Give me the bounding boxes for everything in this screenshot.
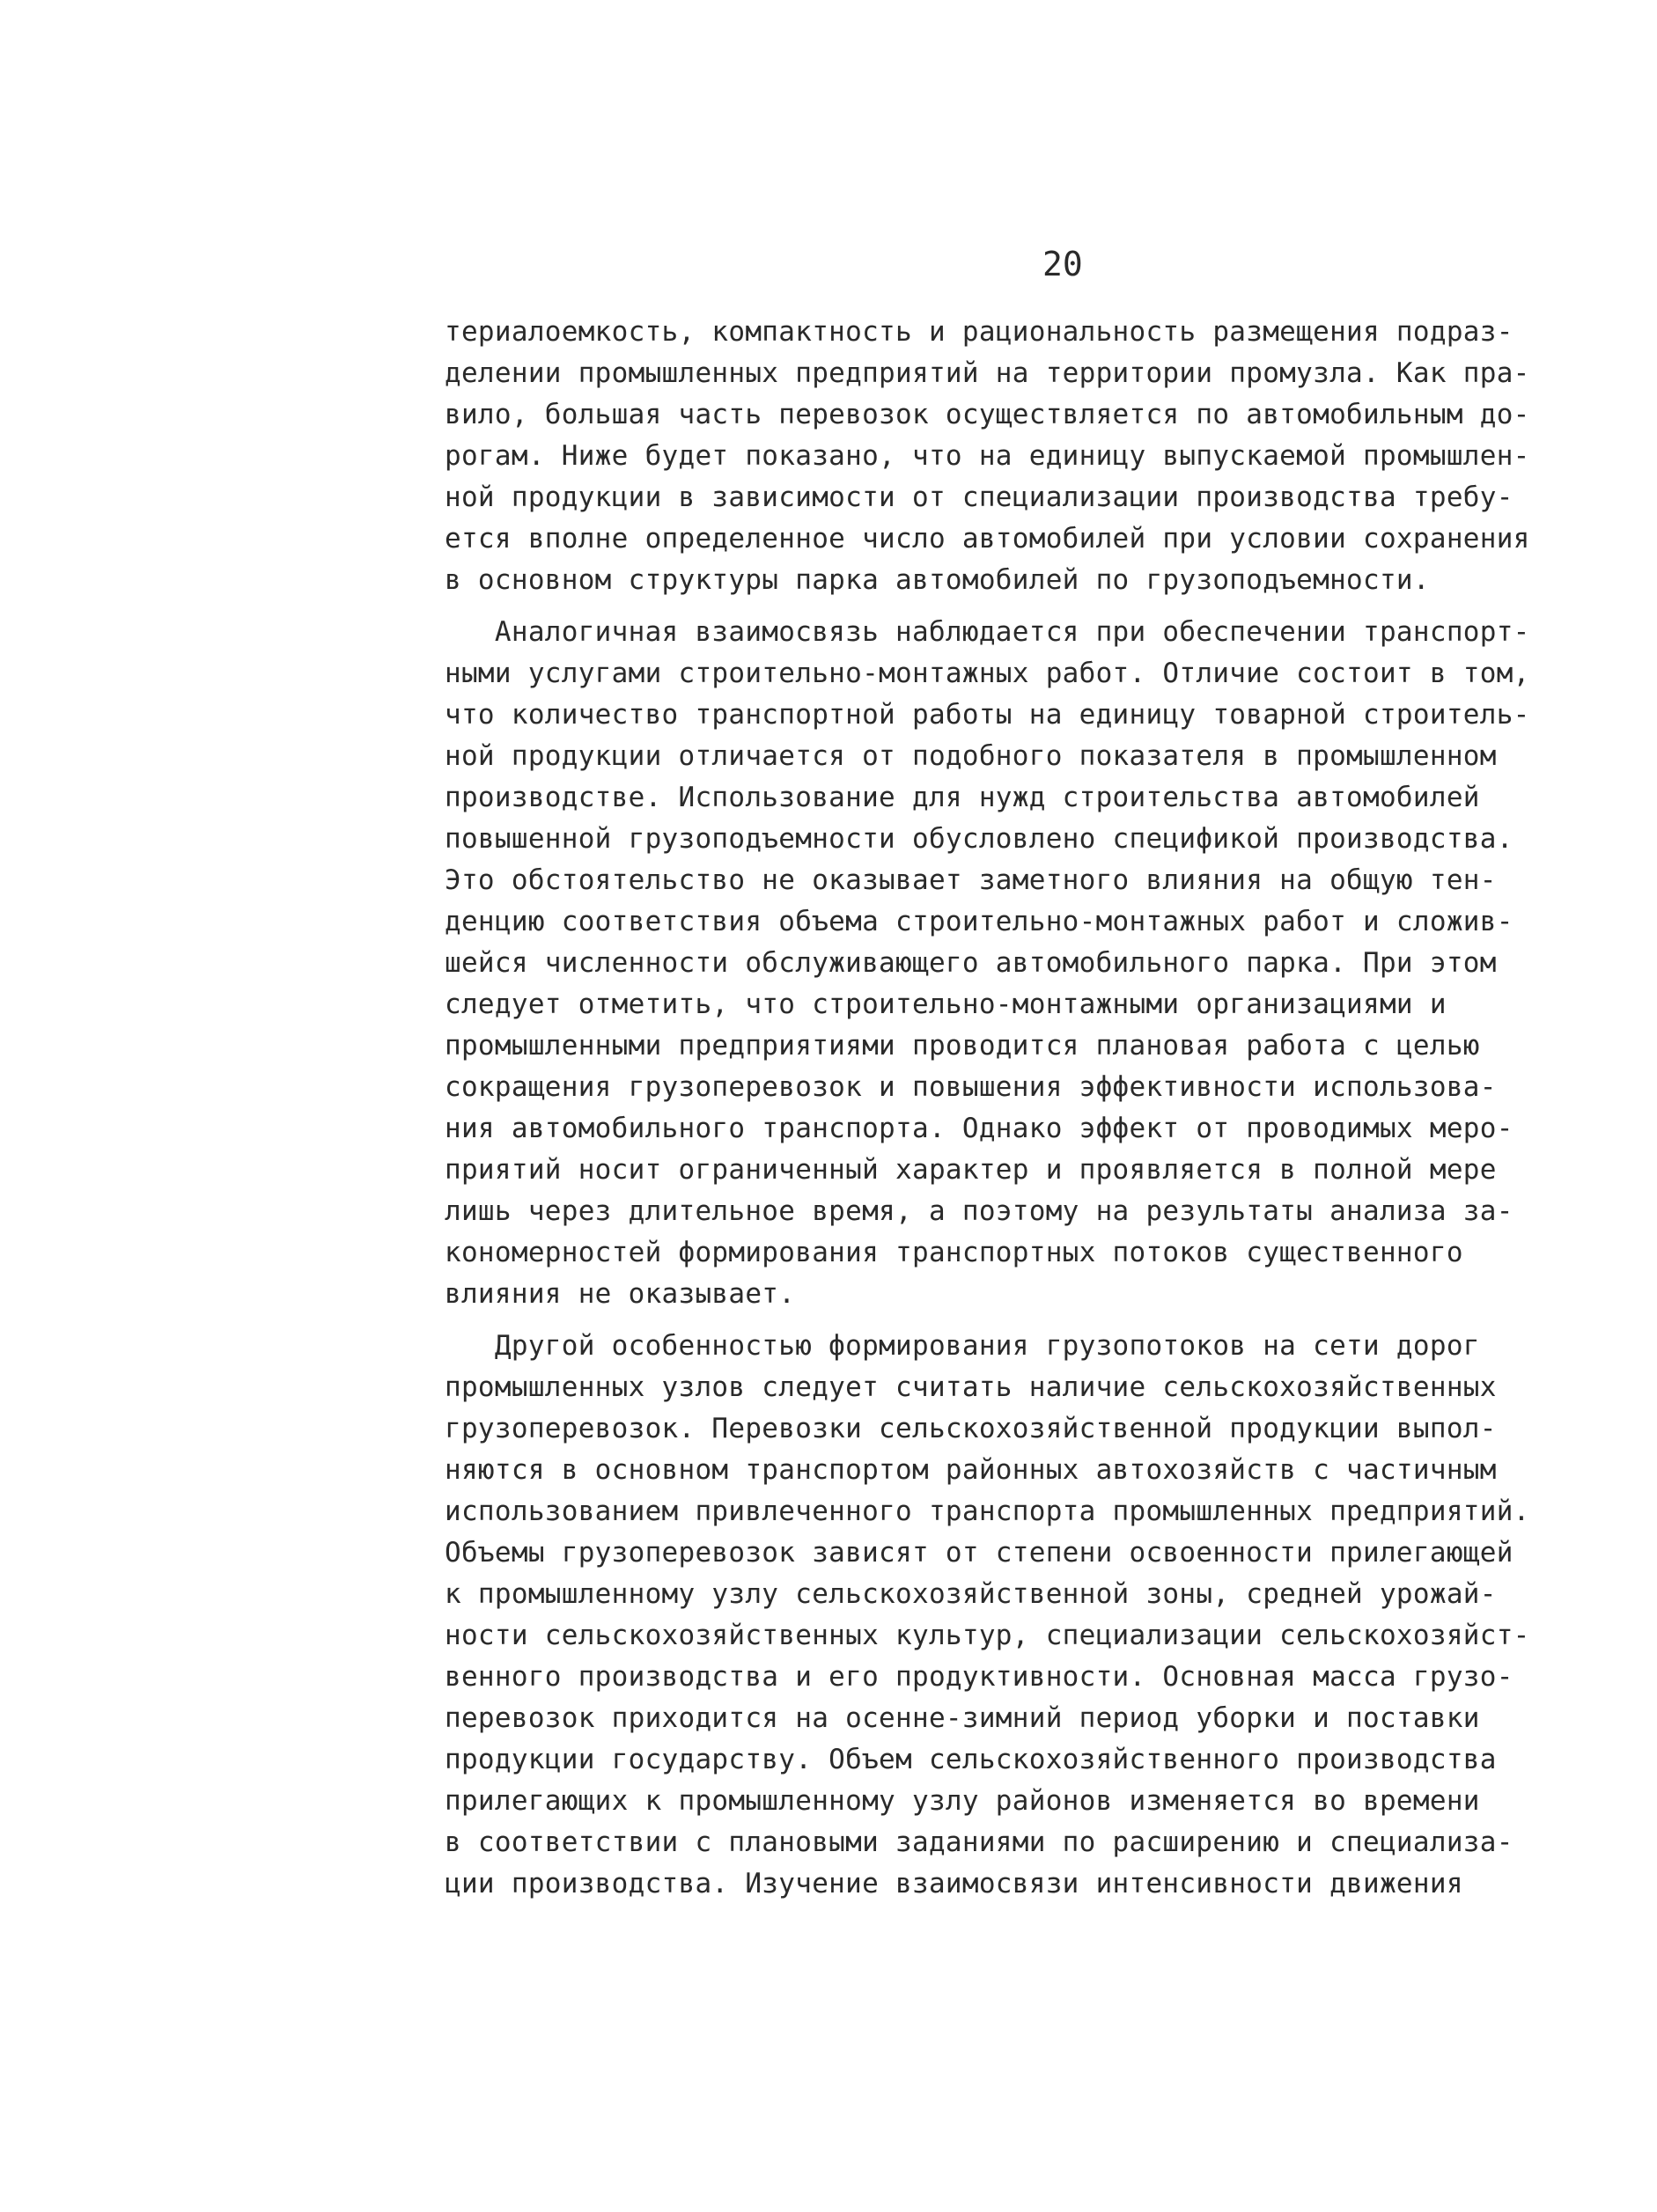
text-line: шейся численности обслуживающего автомобильного парка. При этом [445, 947, 1497, 979]
text-line: к промышленному узлу сельскохозяйственной зоны, средней урожай- [445, 1578, 1497, 1610]
text-line: ной продукции в зависимости от специализации производства требу- [445, 481, 1513, 513]
text-line: следует отметить, что строительно-монтажными организациями и [445, 988, 1447, 1020]
text-line: ния автомобильного транспорта. Однако эффект от проводимых меро- [445, 1113, 1513, 1144]
text-line: Это обстоятельство не оказывает заметного влияния на общую тен- [445, 864, 1497, 896]
text-line: ции производства. Изучение взаимосвязи интенсивности движения [445, 1868, 1463, 1900]
text-line: Другой особенностью формирования грузопотоков на сети дорог [445, 1330, 1480, 1362]
text-line: делении промышленных предприятий на территории промузла. Как пра- [445, 357, 1530, 389]
text-line: приятий носит ограниченный характер и проявляется в полной мере [445, 1154, 1497, 1186]
text-line: в соответствии с плановыми заданиями по расширению и специализа- [445, 1826, 1513, 1858]
text-line: перевозок приходится на осенне-зимний период уборки и поставки [445, 1702, 1480, 1734]
text-line: ности сельскохозяйственных культур, специализации сельскохозяйст- [445, 1620, 1530, 1651]
paragraph-gap [445, 1315, 1576, 1326]
text-line: кономерностей формирования транспортных потоков существенного [445, 1237, 1463, 1268]
text-line: прилегающих к промышленному узлу районов изменяется во времени [445, 1785, 1480, 1817]
text-line: лишь через длительное время, а поэтому на результаты анализа за- [445, 1195, 1513, 1227]
text-line: ными услугами строительно-монтажных работ. Отличие состоит в том, [445, 658, 1530, 689]
text-line: венного производства и его продуктивности. Основная масса грузо- [445, 1661, 1513, 1693]
text-line: няются в основном транспортом районных автохозяйств с частичным [445, 1454, 1497, 1486]
text-line: сокращения грузоперевозок и повышения эффективности использова- [445, 1071, 1497, 1103]
text-line: рогам. Ниже будет показано, что на единицу выпускаемой промышлен- [445, 440, 1530, 472]
text-line: Объемы грузоперевозок зависят от степени освоенности прилегающей [445, 1537, 1513, 1569]
paragraph [445, 1326, 1576, 1905]
text-line: промышленных узлов следует считать наличие сельскохозяйственных [445, 1371, 1497, 1403]
text-line: повышенной грузоподъемности обусловлено спецификой производства. [445, 823, 1513, 855]
text-line: использованием привлеченного транспорта промышленных предприятий. [445, 1495, 1530, 1527]
text-line: ется вполне определенное число автомобилей при условии сохранения [445, 523, 1530, 555]
text-line: Аналогичная взаимосвязь наблюдается при обеспечении транспорт- [445, 616, 1530, 648]
text-line: влияния не оказывает. [445, 1278, 796, 1310]
text-line: териалоемкость, компактность и рациональность размещения подраз- [445, 316, 1513, 348]
text-line: что количество транспортной работы на единицу товарной строитель- [445, 699, 1530, 731]
text-line: грузоперевозок. Перевозки сельскохозяйственной продукции выпол- [445, 1413, 1497, 1444]
text-line: в основном структуры парка автомобилей по грузоподъемности. [445, 564, 1430, 596]
paragraph [445, 612, 1576, 1315]
text-line: промышленными предприятиями проводится плановая работа с целью [445, 1030, 1480, 1062]
text-line: производстве. Использование для нужд строительства автомобилей [445, 782, 1480, 813]
text-line: вило, большая часть перевозок осуществляется по автомобильным до- [445, 399, 1530, 430]
text-line: продукции государству. Объем сельскохозяйственного производства [445, 1744, 1497, 1775]
paragraph-gap [445, 601, 1576, 612]
text-line: ной продукции отличается от подобного показателя в промышленном [445, 740, 1497, 772]
paragraph [445, 312, 1576, 601]
page-number: 20 [1042, 245, 1083, 283]
text-line: денцию соответствия объема строительно-монтажных работ и сложив- [445, 906, 1513, 937]
body-text [445, 312, 1576, 1905]
